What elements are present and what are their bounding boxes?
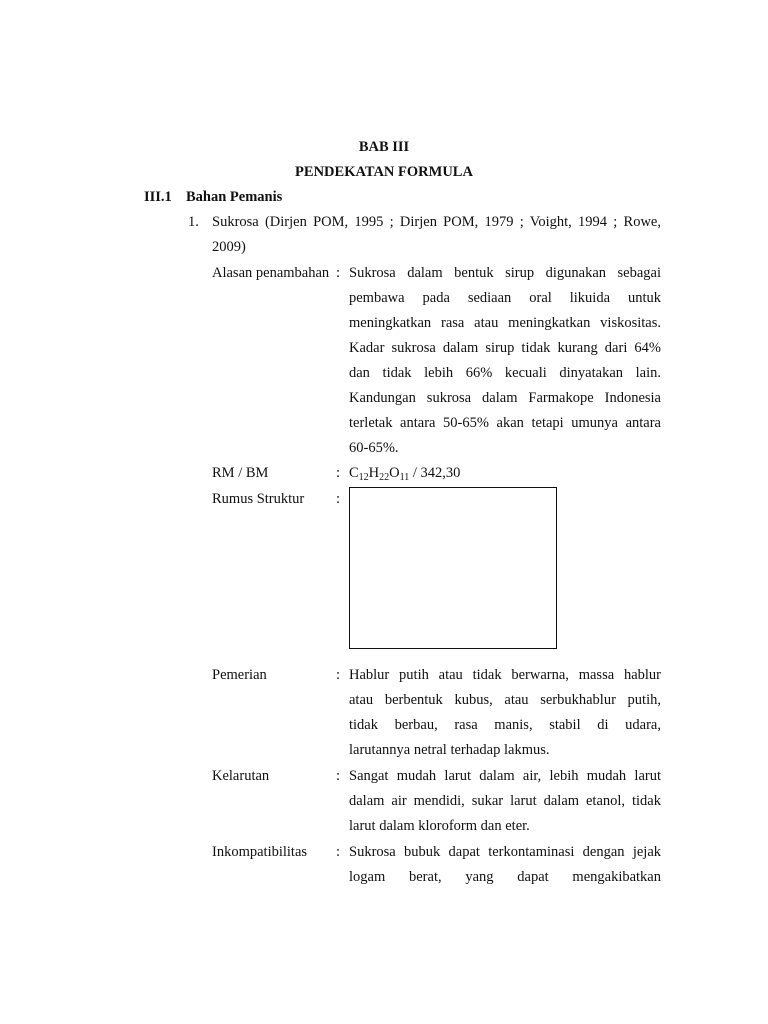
item-title-line: 2009) (212, 239, 246, 255)
item-number: 1. (188, 214, 199, 230)
alasan-line: meningkatkan rasa atau meningkatkan viskositas. (349, 315, 661, 331)
item-title-line: Sukrosa (Dirjen POM, 1995 ; Dirjen POM, 1979 ; Voight, 1994 ; Rowe, (212, 214, 661, 230)
pemerian-line: tidak berbau, rasa manis, stabil di udara, (349, 717, 661, 733)
structure-formula-box (349, 487, 557, 649)
kelarutan-line: larut dalam kloroform dan eter. (349, 818, 530, 834)
field-colon: : (336, 491, 341, 507)
field-colon: : (336, 768, 341, 784)
pemerian-line: larutannya netral terhadap lakmus. (349, 742, 550, 758)
kelarutan-line: dalam air mendidi, sukar larut dalam etanol, tidak (349, 793, 661, 809)
alasan-line: Kadar sukrosa dalam sirup tidak kurang dari 64% (349, 340, 661, 356)
alasan-line: terletak antara 50-65% akan tetapi umunya antara (349, 415, 661, 431)
chapter-title: PENDEKATAN FORMULA (295, 164, 473, 180)
field-label-alasan: Alasan penambahan (212, 265, 330, 281)
chapter-heading: BAB III (358, 139, 410, 155)
pemerian-line: Hablur putih atau tidak berwarna, massa hablur (349, 667, 661, 683)
alasan-line: dan tidak lebih 66% kecuali dinyatakan lain. (349, 365, 661, 381)
field-label-rmbm: RM / BM (212, 465, 269, 481)
inkompatibilitas-line: Sukrosa bubuk dapat terkontaminasi dengan jejak (349, 844, 661, 860)
field-colon: : (336, 667, 341, 683)
alasan-line: 60-65%. (349, 440, 399, 456)
field-colon: : (336, 265, 341, 281)
kelarutan-line: Sangat mudah larut dalam air, lebih mudah larut (349, 768, 661, 784)
alasan-line: pembawa pada sediaan oral likuida untuk (349, 290, 661, 306)
alasan-line: Kandungan sukrosa dalam Farmakope Indonesia (349, 390, 661, 406)
field-label-rumus: Rumus Struktur (212, 491, 305, 507)
field-label-kelarutan: Kelarutan (212, 768, 270, 784)
field-colon: : (336, 465, 341, 481)
pemerian-line: atau berbentuk kubus, atau serbukhablur putih, (349, 692, 661, 708)
inkompatibilitas-line: logam berat, yang dapat mengakibatkan (349, 869, 661, 885)
section-title: Bahan Pemanis (186, 189, 283, 205)
alasan-line: Sukrosa dalam bentuk sirup digunakan sebagai (349, 265, 661, 281)
field-label-pemerian: Pemerian (212, 667, 267, 683)
molecular-formula: $C_{12}H_{22}O_{11} / 342,30$ (349, 465, 461, 483)
field-colon: : (336, 844, 341, 860)
section-number: III.1 (144, 189, 172, 205)
field-label-inkompatibilitas: Inkompatibilitas (212, 844, 308, 860)
